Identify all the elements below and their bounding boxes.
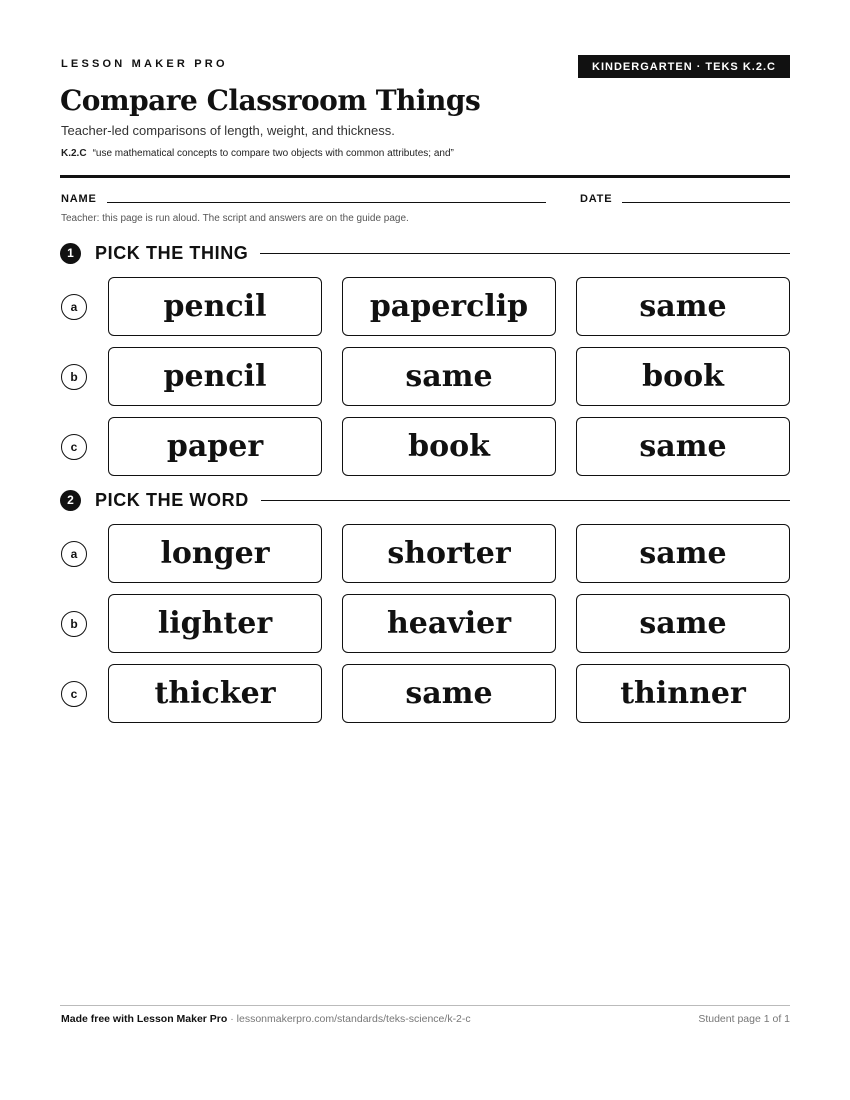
question-letter: b [61, 611, 87, 637]
section-divider [260, 253, 790, 254]
footer-made-with: Made free with Lesson Maker Pro [61, 1013, 228, 1025]
answer-option[interactable]: shorter [342, 524, 556, 583]
section-number: 1 [60, 243, 81, 264]
name-line[interactable] [107, 202, 546, 203]
header-divider [60, 175, 790, 178]
answer-option[interactable]: book [342, 417, 556, 476]
question-row [60, 524, 790, 583]
date-line[interactable] [622, 202, 790, 203]
question-row [60, 594, 790, 653]
footer-link[interactable]: · lessonmakerpro.com/standards/teks-science/k-2-c [227, 1013, 471, 1025]
page-title: Compare Classroom Things [60, 84, 481, 117]
standard-code: K.2.C [61, 148, 87, 159]
question-letter: a [61, 541, 87, 567]
answer-option[interactable]: thicker [108, 664, 322, 723]
answer-option[interactable]: same [576, 524, 790, 583]
standard-text: “use mathematical concepts to compare two objects with common attributes; and” [92, 148, 454, 159]
answer-option[interactable]: lighter [108, 594, 322, 653]
question-letter: a [61, 294, 87, 320]
question-letter: c [61, 434, 87, 460]
question-row [60, 277, 790, 336]
name-label: NAME [61, 193, 97, 205]
section-2-header [60, 489, 790, 511]
date-label: DATE [580, 193, 613, 205]
answer-option[interactable]: same [576, 417, 790, 476]
answer-option[interactable]: pencil [108, 277, 322, 336]
section-number: 2 [60, 490, 81, 511]
footer-divider [60, 1005, 790, 1006]
answer-option[interactable]: pencil [108, 347, 322, 406]
question-row [60, 347, 790, 406]
standard-line [61, 148, 454, 159]
answer-option[interactable]: thinner [576, 664, 790, 723]
answer-option[interactable]: same [576, 594, 790, 653]
answer-option[interactable]: book [576, 347, 790, 406]
question-letter: c [61, 681, 87, 707]
answer-option[interactable]: same [342, 347, 556, 406]
section-1-header [60, 242, 790, 264]
answer-option[interactable]: paperclip [342, 277, 556, 336]
answer-option[interactable]: same [576, 277, 790, 336]
brand-label: LESSON MAKER PRO [61, 58, 228, 70]
section-title: PICK THE THING [95, 242, 249, 263]
section-title: PICK THE WORD [95, 489, 249, 510]
question-row [60, 664, 790, 723]
question-letter: b [61, 364, 87, 390]
answer-option[interactable]: heavier [342, 594, 556, 653]
answer-option[interactable]: longer [108, 524, 322, 583]
answer-option[interactable]: paper [108, 417, 322, 476]
footer-page-label: Student page 1 of 1 [698, 1013, 790, 1025]
answer-option[interactable]: same [342, 664, 556, 723]
section-divider [261, 500, 790, 501]
page-subtitle: Teacher-led comparisons of length, weight, and thickness. [61, 123, 395, 138]
grade-badge: KINDERGARTEN · TEKS K.2.C [578, 55, 790, 78]
teacher-note: Teacher: this page is run aloud. The script and answers are on the guide page. [61, 213, 409, 224]
footer-credit [61, 1013, 471, 1025]
question-row [60, 417, 790, 476]
